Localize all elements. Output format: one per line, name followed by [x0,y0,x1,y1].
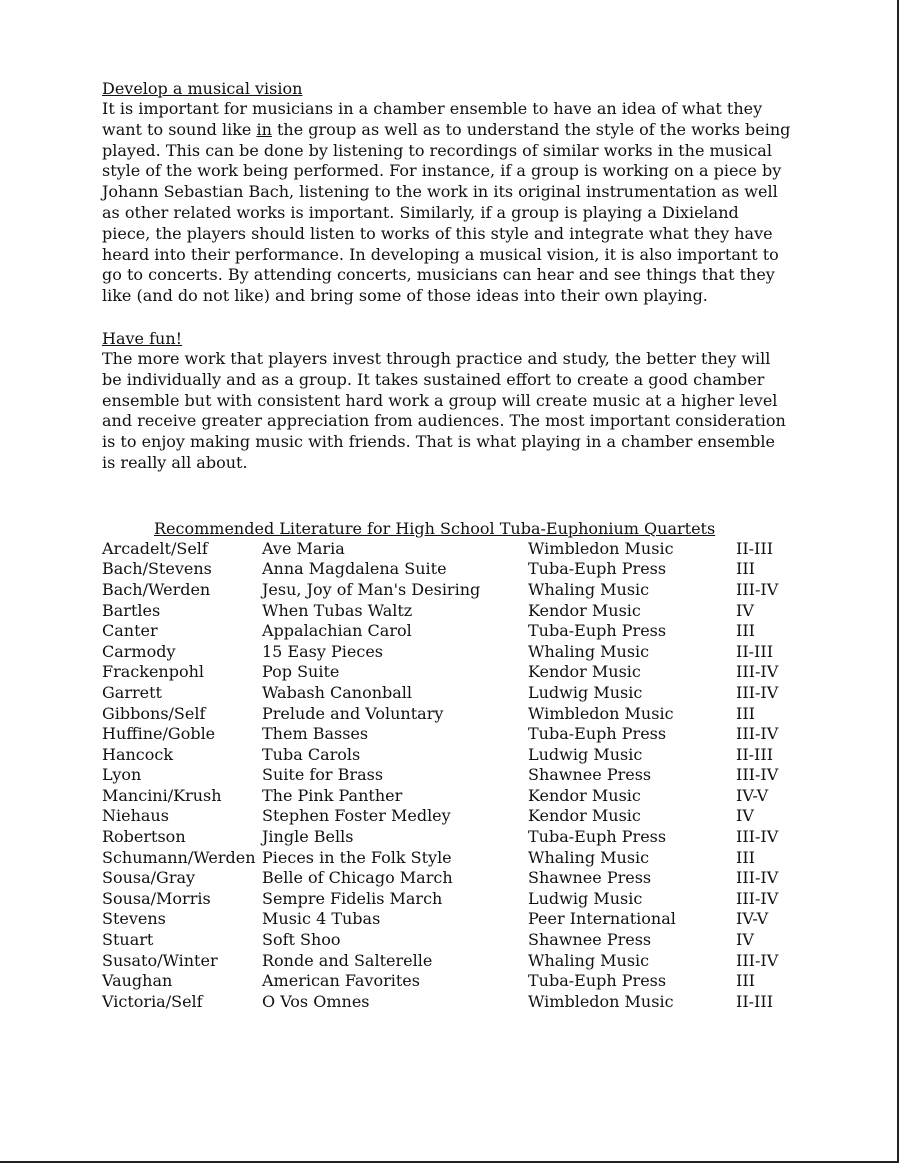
literature-table-body [102,539,792,1013]
composer-cell: Susato/Winter [102,950,218,970]
publisher-cell: Tuba-Euph Press [528,621,667,641]
publisher-cell: Tuba-Euph Press [528,827,667,847]
title-cell: Anna Magdalena Suite [262,559,447,579]
composer-cell: Canter [102,621,158,641]
publisher-cell: Kendor Music [528,600,641,620]
title-cell: O Vos Omnes [262,991,370,1011]
publisher-cell: Shawnee Press [528,868,652,888]
composer-cell: Schumann/Werden [102,847,256,867]
body-text: the group as well as to understand the style of the works being played. This can be done by listening to recordings of similar works in the musical style of the work being performed. For instance, if a group is working on a piece by Johann Sebastian Bach, listening to the work in its original instrumentation as well as other related works is important. Similarly, if a group is playing a Dixieland piece, the players should listen to works of this style and integrate what they have heard into their performance. In developing a musical vision, it is also important to go to concerts. By attending concerts, musicians can hear and see things that they like (and do not like) and bring some of those ideas into their own playing. [102,119,791,306]
composer-cell: Niehaus [102,806,169,826]
table-row [102,745,792,766]
title-cell: Wabash Canonball [262,682,413,702]
table-row [102,580,792,601]
table-row [102,786,792,807]
composer-cell: Arcadelt/Self [102,538,208,558]
section-body-have-fun: The more work that players invest through practice and study, the better they will be individually and as a group. It takes sustained effort to create a good chamber ensemble but with consistent hard work a group will create music at a higher level and receive greater appreciation from audiences. The most important consideration is to enjoy making music with friends. That is what playing in a chamber ensemble is really all about. [102,348,786,472]
grade-cell: II-III [736,538,774,558]
grade-cell: III-IV [736,579,779,599]
title-cell: Jesu, Joy of Man's Desiring [262,579,481,599]
grade-cell: III-IV [736,724,779,744]
title-cell: Ronde and Salterelle [262,950,433,970]
table-row [102,827,792,848]
title-cell: 15 Easy Pieces [262,641,383,661]
composer-cell: Victoria/Self [102,991,203,1011]
grade-cell: III [736,621,755,641]
grade-cell: IV [736,600,754,620]
composer-cell: Robertson [102,827,186,847]
body-text: It is important for musicians in a chamber ensemble to have an idea of what they want to sound like [102,99,763,139]
composer-cell: Lyon [102,765,142,785]
grade-cell: III [736,703,755,723]
table-row [102,601,792,622]
composer-cell: Stuart [102,930,154,950]
table-row [102,765,792,786]
table-row [102,683,792,704]
grade-cell: III-IV [736,662,779,682]
body-underlined-word: in [256,119,272,139]
table-row [102,909,792,930]
title-cell: Jingle Bells [262,827,354,847]
publisher-cell: Whaling Music [528,641,650,661]
composer-cell: Carmody [102,641,176,661]
grade-cell: IV-V [736,909,769,929]
table-row [102,662,792,683]
grade-cell: III-IV [736,827,779,847]
section-heading-musical-vision: Develop a musical vision [102,79,303,98]
publisher-cell: Ludwig Music [528,888,643,908]
literature-table-title: Recommended Literature for High School Tuba-Euphonium Quartets [154,518,716,538]
table-row [102,930,792,951]
publisher-cell: Wimbledon Music [528,538,674,558]
table-row [102,559,792,580]
grade-cell: III [736,559,755,579]
grade-cell: II-III [736,744,774,764]
title-cell: Prelude and Voluntary [262,703,444,723]
title-cell: When Tubas Waltz [262,600,413,620]
title-cell: Tuba Carols [262,744,361,764]
title-cell: Suite for Brass [262,765,384,785]
grade-cell: IV [736,806,754,826]
title-cell: The Pink Panther [262,785,403,805]
composer-cell: Bartles [102,600,161,620]
publisher-cell: Shawnee Press [528,765,652,785]
table-row [102,889,792,910]
section-body-musical-vision [102,99,792,307]
grade-cell: III [736,971,755,991]
table-row [102,724,792,745]
document-content [102,78,792,1012]
table-row [102,848,792,869]
section-heading-have-fun: Have fun! [102,328,183,348]
publisher-cell: Shawnee Press [528,930,652,950]
composer-cell: Sousa/Gray [102,868,196,888]
composer-cell: Stevens [102,909,166,929]
composer-cell: Hancock [102,744,174,764]
composer-cell: Huffine/Goble [102,724,216,744]
composer-cell: Vaughan [102,971,173,991]
publisher-cell: Whaling Music [528,950,650,970]
publisher-cell: Peer International [528,909,676,929]
grade-cell: III-IV [736,765,779,785]
title-cell: Ave Maria [262,538,345,558]
composer-cell: Sousa/Morris [102,888,211,908]
composer-cell: Bach/Stevens [102,559,212,579]
table-row [102,951,792,972]
title-cell: Sempre Fidelis March [262,888,443,908]
grade-cell: III-IV [736,888,779,908]
table-row [102,704,792,725]
publisher-cell: Wimbledon Music [528,703,674,723]
publisher-cell: Tuba-Euph Press [528,724,667,744]
composer-cell: Frackenpohl [102,662,205,682]
publisher-cell: Tuba-Euph Press [528,971,667,991]
title-cell: American Favorites [262,971,420,991]
table-row [102,642,792,663]
composer-cell: Garrett [102,682,162,702]
title-cell: Soft Shoo [262,930,341,950]
table-row [102,971,792,992]
grade-cell: III [736,847,755,867]
publisher-cell: Ludwig Music [528,682,643,702]
table-row [102,806,792,827]
table-row [102,868,792,889]
grade-cell: III-IV [736,950,779,970]
grade-cell: II-III [736,641,774,661]
publisher-cell: Kendor Music [528,806,641,826]
grade-cell: III-IV [736,682,779,702]
composer-cell: Bach/Werden [102,579,211,599]
publisher-cell: Wimbledon Music [528,991,674,1011]
grade-cell: II-III [736,991,774,1011]
publisher-cell: Tuba-Euph Press [528,559,667,579]
composer-cell: Gibbons/Self [102,703,206,723]
grade-cell: III-IV [736,868,779,888]
grade-cell: IV [736,930,754,950]
table-row [102,621,792,642]
title-cell: Music 4 Tubas [262,909,381,929]
composer-cell: Mancini/Krush [102,785,222,805]
title-cell: Them Basses [262,724,369,744]
title-cell: Stephen Foster Medley [262,806,451,826]
table-row [102,992,792,1013]
publisher-cell: Whaling Music [528,579,650,599]
title-cell: Pieces in the Folk Style [262,847,452,867]
title-cell: Pop Suite [262,662,340,682]
publisher-cell: Kendor Music [528,662,641,682]
literature-table [102,539,792,1013]
publisher-cell: Whaling Music [528,847,650,867]
title-cell: Appalachian Carol [262,621,412,641]
table-row [102,539,792,560]
grade-cell: IV-V [736,785,769,805]
publisher-cell: Kendor Music [528,785,641,805]
publisher-cell: Ludwig Music [528,744,643,764]
title-cell: Belle of Chicago March [262,868,453,888]
